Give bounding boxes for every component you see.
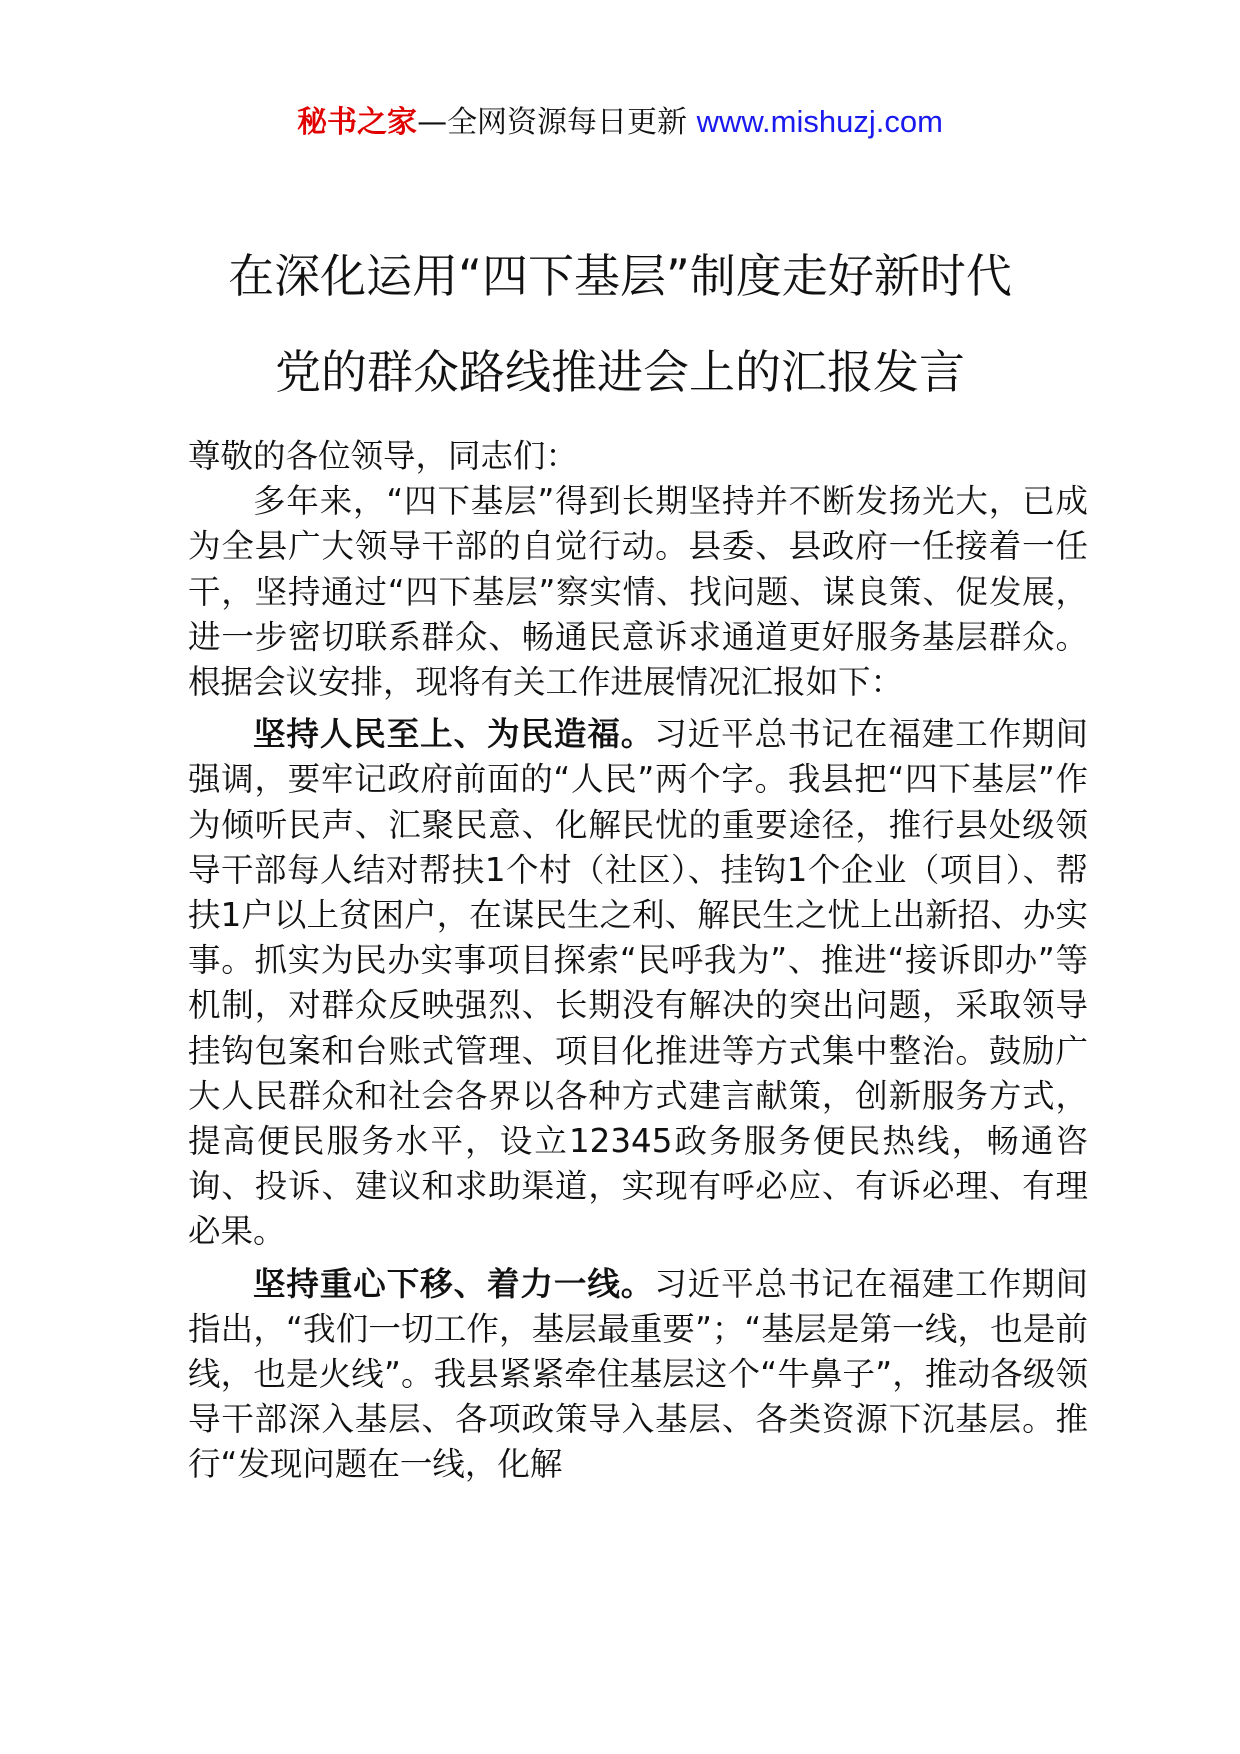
section-1-paragraph bbox=[188, 712, 1088, 1254]
section-2-text: 习近平总书记在福建工作期间指出，“我们一切工作，基层最重要”；“基层是第一线，也是前线，也是火线”。我县紧紧牵住基层这个“牛鼻子”，推动各级领导干部深入基层、各项政策导入基层、各类资源下沉基层。推行“发现问题在一线，化解 bbox=[188, 1264, 1088, 1484]
document-body bbox=[188, 434, 1088, 1488]
section-2-heading: 坚持重心下移、着力一线。 bbox=[253, 1264, 655, 1303]
document-title bbox=[150, 228, 1090, 420]
site-banner bbox=[0, 100, 1240, 145]
section-1-text: 习近平总书记在福建工作期间强调，要牢记政府前面的“人民”两个字。我县把“四下基层”作为倾听民声、汇聚民意、化解民忧的重要途径，推行县处级领导干部每人结对帮扶1个村（社区）、挂钩1个企业（项目）、帮扶1户以上贫困户，在谋民生之利、解民生之忧上出新招、办实事。抓实为民办实事项目探索“民呼我为”、推进“接诉即办”等机制，对群众反映强烈、长期没有解决的突出问题，采取领导挂钩包案和台账式管理、项目化推进等方式集中整治。鼓励广大人民群众和社会各界以各种方式建言献策，创新服务方式，提高便民服务水平，设立12345政务服务便民热线，畅通咨询、投诉、建议和求助渠道，实现有呼必应、有诉必理、有理必果。 bbox=[188, 715, 1088, 1251]
brand-name: 秘书之家 bbox=[297, 105, 418, 140]
intro-paragraph: 多年来，“四下基层”得到长期坚持并不断发扬光大，已成为全县广大领导干部的自觉行动。县委、县政府一任接着一任干，坚持通过“四下基层”察实情、找问题、谋良策、促发展，进一步密切联系群众、畅通民意诉求通道更好服务基层群众。根据会议安排，现将有关工作进展情况汇报如下： bbox=[188, 482, 1088, 702]
section-1-heading: 坚持人民至上、为民造福。 bbox=[253, 715, 655, 754]
banner-tagline: —全网资源每日更新 bbox=[417, 105, 697, 140]
site-url-link[interactable]: www.mishuzj.com bbox=[696, 104, 943, 139]
title-line-2: 党的群众路线推进会上的汇报发言 bbox=[275, 345, 965, 399]
section-2-paragraph bbox=[188, 1262, 1088, 1488]
title-line-1: 在深化运用“四下基层”制度走好新时代 bbox=[228, 249, 1012, 303]
salutation: 尊敬的各位领导，同志们： bbox=[188, 437, 579, 475]
